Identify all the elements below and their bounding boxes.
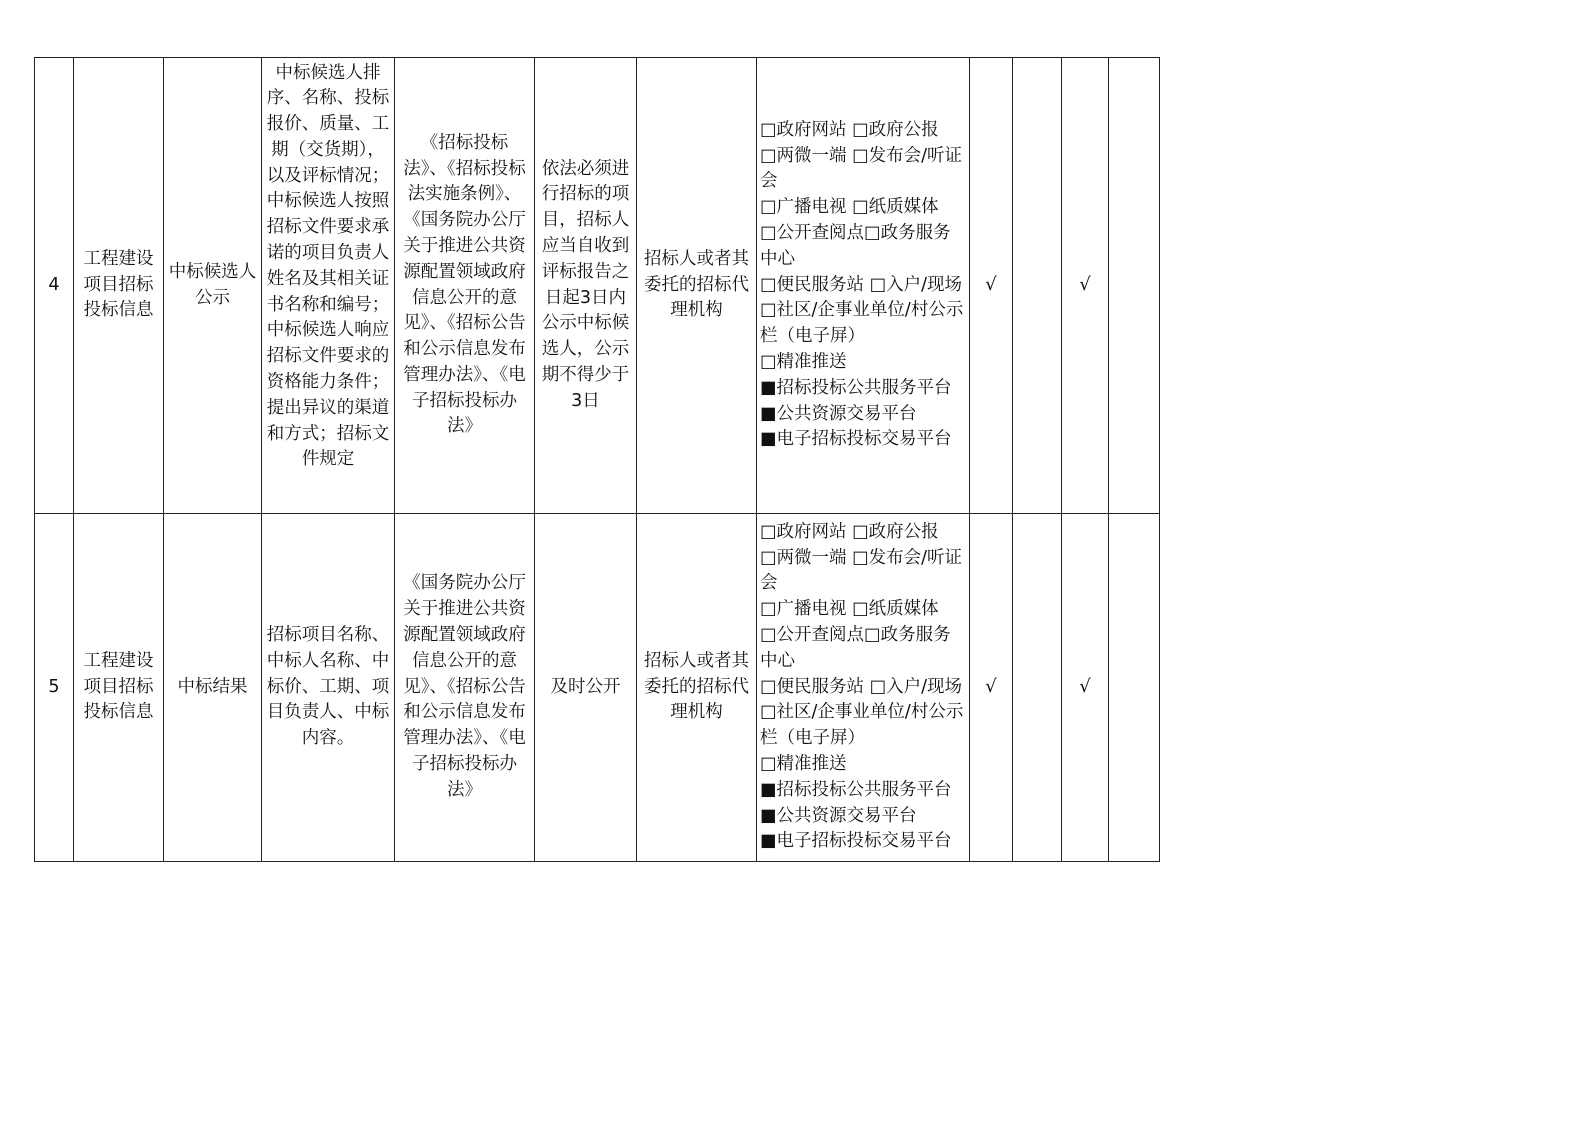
content-cell: 招标项目名称、中标人名称、中标价、工期、项目负责人、中标内容。 xyxy=(262,514,395,862)
channel-option: □精准推送 xyxy=(760,753,847,774)
category-cell: 工程建设项目招标投标信息 xyxy=(74,58,164,514)
channels-cell xyxy=(757,514,970,862)
channel-option: ■电子招标投标交易平台 xyxy=(760,831,952,852)
content-cell: 中标候选人排序、名称、投标报价、质量、工期（交货期），以及评标情况；中标候选人按照招标文件要求承诺的项目负责人姓名及其相关证书名称和编号；中标候选人响应招标文件要求的资格能力条件；提出异议的渠道和方式；招标文件规定 xyxy=(262,58,395,514)
channel-option: □便民服务站 □入户/现场 xyxy=(760,274,963,295)
channel-option: □两微一端 □发布会/听证会 xyxy=(760,547,963,594)
check-cell-b xyxy=(1013,514,1062,862)
basis-cell: 《招标投标法》、《招标投标法实施条例》、《国务院办公厅关于推进公共资源配置领域政府信息公开的意见》、《招标公告和公示信息发布管理办法》、《电子招标投标办法》 xyxy=(395,58,535,514)
timing-cell: 依法必须进行招标的项目，招标人应当自收到评标报告之日起3日内公示中标候选人，公示期不得少于3日 xyxy=(535,58,637,514)
check-cell-d xyxy=(1109,514,1160,862)
basis-cell: 《国务院办公厅关于推进公共资源配置领域政府信息公开的意见》、《招标公告和公示信息发布管理办法》、《电子招标投标办法》 xyxy=(395,514,535,862)
check-mark: √ xyxy=(1079,274,1091,296)
channel-option: ■公共资源交易平台 xyxy=(760,805,917,826)
disclosure-table xyxy=(34,57,1160,862)
check-mark: √ xyxy=(1079,676,1091,698)
channel-option: □社区/企事业单位/村公示栏（电子屏） xyxy=(760,702,964,749)
channel-option: □公开查阅点□政务服务中心 xyxy=(760,625,951,671)
channel-option: □精准推送 xyxy=(760,351,847,372)
check-cell-a xyxy=(970,58,1013,514)
channel-option: □两微一端 □发布会/听证会 xyxy=(760,145,963,192)
check-mark: √ xyxy=(985,676,997,698)
timing-cell: 及时公开 xyxy=(535,514,637,862)
channel-option: □政府网站 □政府公报 xyxy=(760,119,939,140)
check-cell-b xyxy=(1013,58,1062,514)
channel-option: □广播电视 □纸质媒体 xyxy=(760,197,939,218)
channel-option: □政府网站 □政府公报 xyxy=(760,521,939,542)
channel-option: □便民服务站 □入户/现场 xyxy=(760,676,963,697)
channel-option: ■招标投标公共服务平台 xyxy=(760,779,952,800)
item-cell: 中标结果 xyxy=(164,514,262,862)
row-number: 4 xyxy=(35,58,74,514)
check-cell-c xyxy=(1062,58,1109,514)
subject-cell: 招标人或者其委托的招标代理机构 xyxy=(637,514,757,862)
channel-option: ■公共资源交易平台 xyxy=(760,403,917,424)
table-row xyxy=(35,514,1160,862)
check-cell-c xyxy=(1062,514,1109,862)
channel-option: □社区/企事业单位/村公示栏（电子屏） xyxy=(760,300,964,347)
row-number: 5 xyxy=(35,514,74,862)
channel-option: □广播电视 □纸质媒体 xyxy=(760,599,939,620)
category-cell: 工程建设项目招标投标信息 xyxy=(74,514,164,862)
channel-option: □公开查阅点□政务服务中心 xyxy=(760,223,951,269)
subject-cell: 招标人或者其委托的招标代理机构 xyxy=(637,58,757,514)
check-mark: √ xyxy=(985,274,997,296)
item-cell: 中标候选人公示 xyxy=(164,58,262,514)
channels-cell xyxy=(757,58,970,514)
check-cell-a xyxy=(970,514,1013,862)
channel-option: ■电子招标投标交易平台 xyxy=(760,429,952,450)
check-cell-d xyxy=(1109,58,1160,514)
table-row xyxy=(35,58,1160,514)
channel-option: ■招标投标公共服务平台 xyxy=(760,377,952,398)
